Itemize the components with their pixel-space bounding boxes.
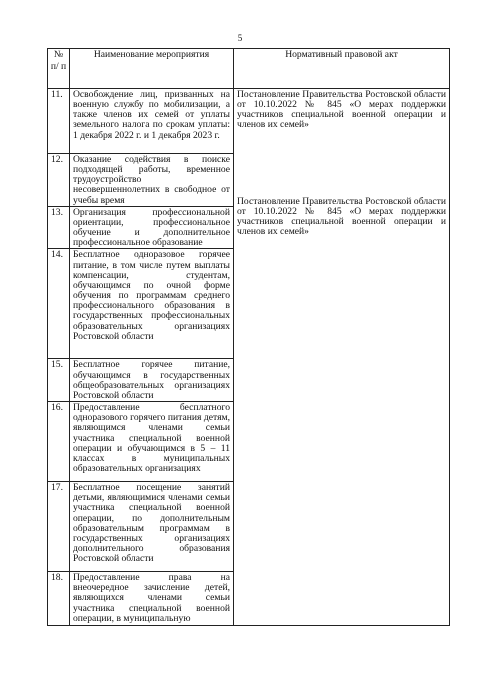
table-header-row xyxy=(48,49,450,89)
row-number: 18. xyxy=(48,572,70,626)
legal-act-text: Постановление Правительства Ростовской области от 10.10.2022 № 845 «О мерах поддержки участников специальной военной операции и членов их семей» xyxy=(237,195,446,238)
header-legal-act: Нормативный правовой акт xyxy=(234,49,450,89)
header-number: № п/ п xyxy=(48,49,70,89)
measure-name: Оказание содействия в поиске подходящей работы, временное трудоустройство несовершеннолетних в свободное от учебы время xyxy=(70,154,234,207)
measure-name: Организация профессиональной ориентации, профессиональное обучение и дополнительное профессиональное образование xyxy=(70,206,234,249)
legal-act-text: Постановление Правительства Ростовской области от 10.10.2022 № 845 «О мерах поддержки участников специальной военной операции и членов их семей» xyxy=(237,89,446,131)
measures-table xyxy=(47,48,450,626)
page-number: 5 xyxy=(237,33,243,43)
measure-name: Предоставление права на внеочередное зачисление детей, являющихся членами семьи участника специальной военной операции, в муниципальную xyxy=(70,572,234,626)
row-number: 12. xyxy=(48,154,70,207)
header-measure-name: Наименование мероприятия xyxy=(70,49,234,89)
row-number: 17. xyxy=(48,482,70,572)
measure-name: Бесплатное одноразовое горячее питание, в том числе путем выплаты компенсации, студентам, обучающимся по очной форме обучения по программам среднего профессионального образования в государственных профессиональных образовательных организациях Ростовской области xyxy=(70,249,234,359)
legal-act-cell xyxy=(234,89,450,626)
row-number: 14. xyxy=(48,249,70,359)
row-number: 13. xyxy=(48,206,70,249)
measure-name: Освобождение лиц, призванных на военную службу по мобилизации, а также членов их семей от уплаты земельного налога по срокам уплаты: 1 декабря 2022 г. и 1 декабря 2023 г. xyxy=(70,89,234,154)
table-row xyxy=(48,89,450,154)
measure-name: Бесплатное посещение занятий детьми, являющимися членами семьи участника специальной военной операции, по дополнительным образовательным программам в государственных организациях дополнительного образования Ростовской области xyxy=(70,482,234,572)
measure-name: Бесплатное горячее питание, обучающимся в государственных общеобразовательных организациях Ростовской области xyxy=(70,359,234,402)
row-number: 11. xyxy=(48,89,70,154)
measure-name: Предоставление бесплатного одноразового горячего питания детям, являющимся членами семьи участника специальной военной операции и обучающимся в 5 – 11 классах в муниципальных образовательных организациях xyxy=(70,402,234,482)
row-number: 15. xyxy=(48,359,70,402)
row-number: 16. xyxy=(48,402,70,482)
